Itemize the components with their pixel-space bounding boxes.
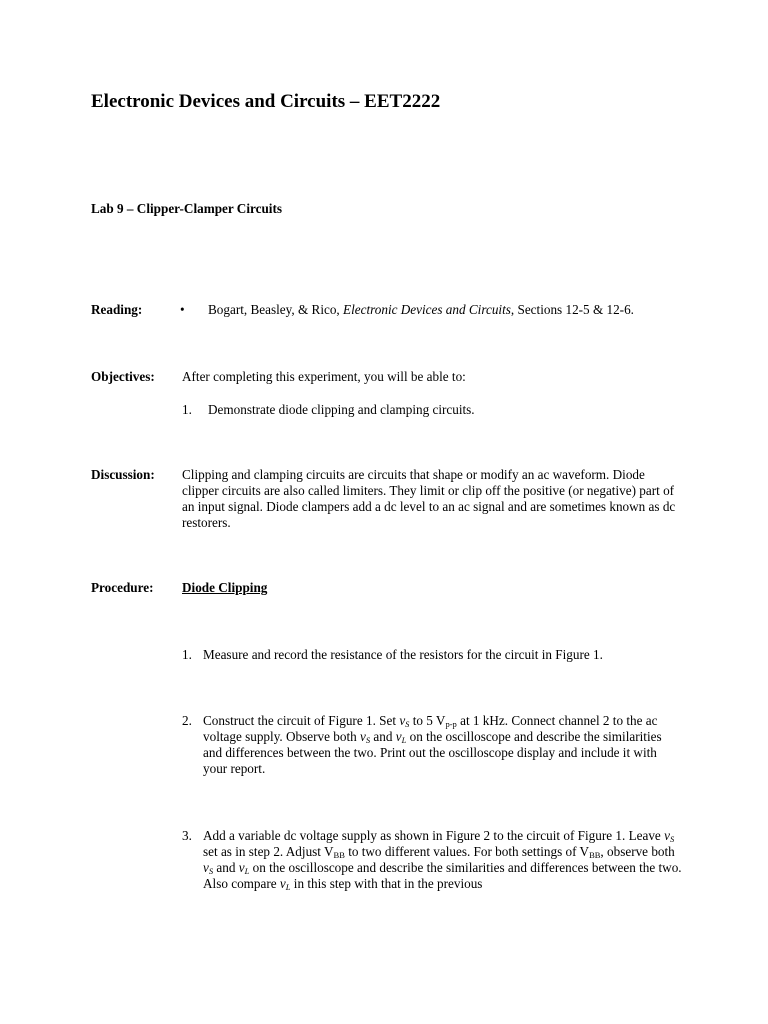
step-number: 2. xyxy=(182,713,192,728)
section-heading-diode-clipping: Diode Clipping xyxy=(182,580,268,595)
reading-sections: , Sections 12-5 & 12-6. xyxy=(510,302,634,317)
reading-bullet: • xyxy=(180,302,185,317)
step-text: Add a variable dc voltage supply as shown in Figure 2 to the circuit of Figure 1. Leave $v_S$ set as in step 2. Adjust $V_{BB}$ to two different values. For both settings of $V_{BB}$, observe both $v_S$ and $v_L$ on the oscilloscope and describe the similarities and differences between the two. Also compare $v_L$ in this step with that in the previous xyxy=(203,828,682,892)
discussion-text: Clipping and clamping circuits are circuits that shape or modify an ac waveform. Diode clipper circuits are also called limiters. They limit or clip off the positive (or negative) part of an input signal. Diode clampers add a dc level to an ac signal and are sometimes known as dc restorers. xyxy=(182,467,676,530)
reading-label: Reading: xyxy=(91,302,143,317)
step-number: 1. xyxy=(182,647,192,662)
lab-title: Lab 9 – Clipper-Clamper Circuits xyxy=(91,201,282,216)
procedure-label: Procedure: xyxy=(91,580,154,595)
objective-number: 1. xyxy=(182,402,192,417)
discussion-label: Discussion: xyxy=(91,467,155,482)
reading-reference xyxy=(208,302,634,318)
step-text: Measure and record the resistance of the resistors for the circuit in Figure 1. xyxy=(203,647,603,662)
objective-text: Demonstrate diode clipping and clamping circuits. xyxy=(208,402,475,417)
step-text: Construct the circuit of Figure 1. Set $v_S$ to 5 $V_{p-p}$ at 1 kHz. Connect channel 2 to the ac voltage supply. Observe both $v_S$ and $v_L$ on the oscilloscope and describe the similarities and differences between the two. Print out the oscilloscope display and include it with your report. xyxy=(203,713,662,776)
objectives-label: Objectives: xyxy=(91,369,155,384)
reading-authors: Bogart, Beasley, & Rico, xyxy=(208,302,344,317)
reading-book-title: Electronic Devices and Circuits xyxy=(343,302,511,317)
document-title: Electronic Devices and Circuits – EET2222 xyxy=(91,91,441,112)
objectives-intro: After completing this experiment, you will be able to: xyxy=(182,369,466,384)
step-number: 3. xyxy=(182,828,192,843)
